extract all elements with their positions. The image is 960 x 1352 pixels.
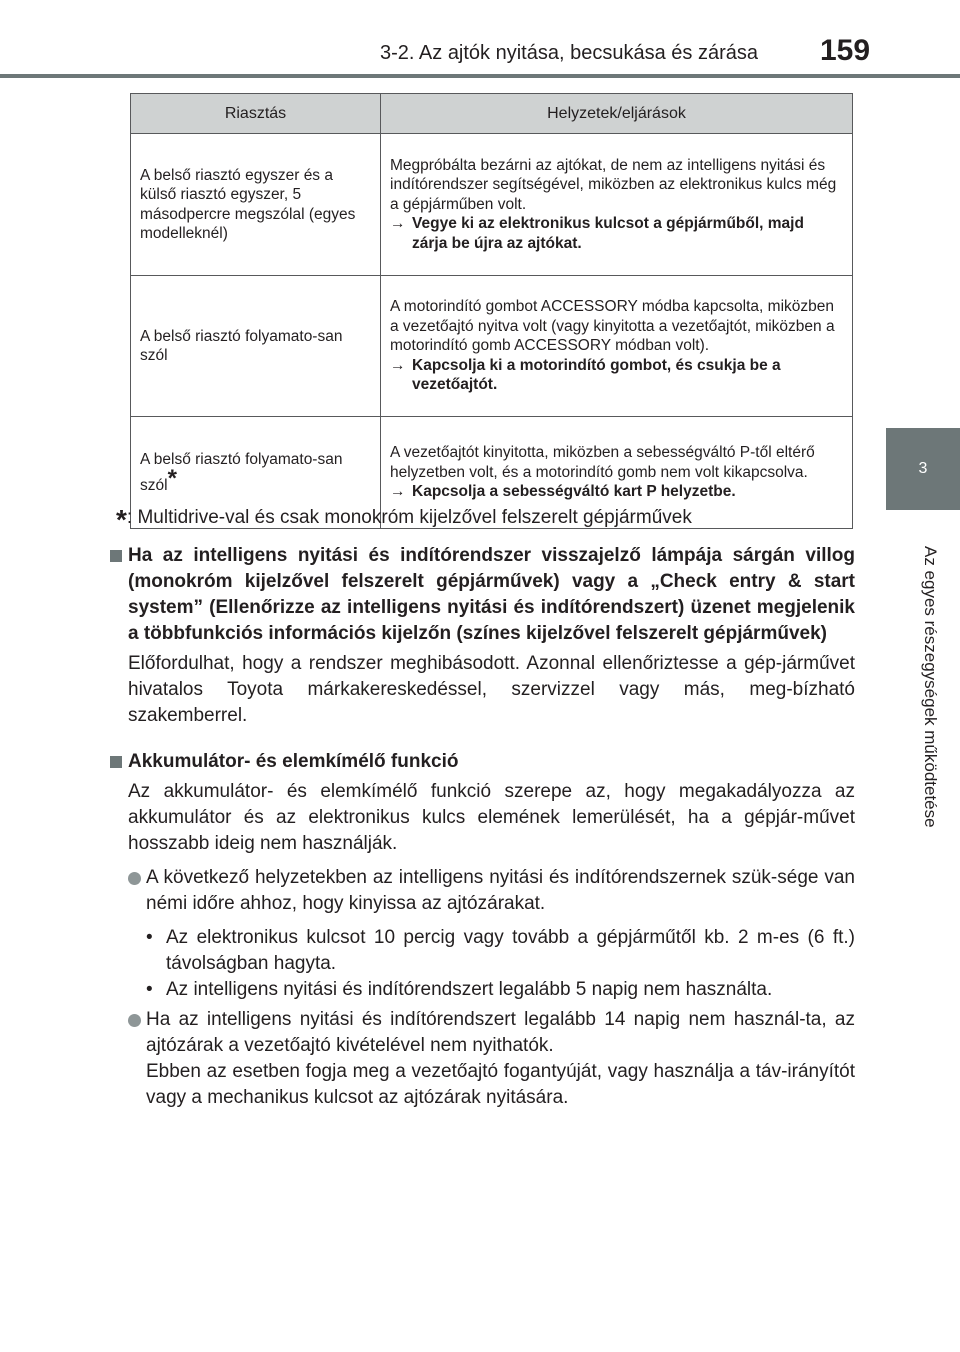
table-header-row [131, 94, 853, 134]
section-indicator-warning [110, 543, 855, 729]
list-item [128, 865, 855, 917]
alarm-table [130, 93, 853, 529]
footnote-text: : Multidrive-val és csak monokróm kijelzővel felszerelt gépjárművek [126, 507, 692, 528]
footnote-marker: * [167, 465, 177, 492]
section-body: Előfordulhat, hogy a rendszer meghibásodott. Azonnal ellenőriztesse a gép-járművet hivatalos Toyota márkakereskedéssel, szervizzel vagy más, meg-bízható szakemberrel. [128, 653, 855, 726]
action-line [390, 482, 843, 502]
situation-cell [381, 276, 853, 417]
page-number: 159 [820, 34, 871, 67]
sub-list-item-text: Az intelligens nyitási és indítórendszert legalább 5 napig nem használta. [166, 979, 773, 1000]
situation-text: A motorindító gombot ACCESSORY módba kapcsolta, miközben a vezetőajtó nyitva volt (vagy kinyitotta a vezetőajtót, miközben a motorindító gomb ACCESSORY módban volt). [390, 298, 835, 355]
section-heading [110, 543, 855, 647]
arrow-icon: → [390, 483, 406, 501]
column-header-situation: Helyzetek/eljárások [381, 94, 853, 134]
section-heading-text: Akkumulátor- és elemkímélő funkció [128, 751, 459, 772]
arrow-icon: → [390, 356, 406, 374]
action-line [390, 356, 843, 395]
circle-bullet-icon [128, 1007, 146, 1111]
list-item-content [146, 1007, 855, 1111]
alarm-cell [131, 276, 381, 417]
chapter-tab [886, 428, 960, 510]
circle-bullet-icon [128, 865, 146, 917]
footnote [116, 504, 692, 536]
section-heading [110, 749, 855, 775]
sub-list-item [146, 925, 855, 977]
list-item [128, 1007, 855, 1111]
chapter-number: 3 [918, 460, 928, 477]
table-row [131, 134, 853, 276]
action-text: Kapcsolja ki a motorindító gombot, és csukja be a vezetőajtót. [412, 356, 781, 394]
sub-list-item-text: Az elektronikus kulcsot 10 percig vagy tovább a gépjárműtől kb. 2 m-es (6 ft.) távolságban hagyta. [166, 927, 855, 974]
list-item-text: Ha az intelligens nyitási és indítórendszert legalább 14 napig nem használ-ta, az ajtózárak a vezetőajtó kivételével nem nyithatók. [146, 1009, 855, 1056]
page-header-title: 3-2. Az ajtók nyitása, becsukása és zárása [380, 42, 758, 64]
list-item-text: A következő helyzetekben az intelligens nyitási és indítórendszernek szük-sége van némi időre ahhoz, hogy kinyissa az ajtózárakat. [146, 867, 855, 914]
sub-list-item [146, 977, 855, 1003]
situation-cell [381, 134, 853, 276]
alarm-text: A belső riasztó folyamato-san szól [140, 450, 343, 494]
action-text: Kapcsolja a sebességváltó kart P helyzetbe. [412, 483, 736, 501]
alarm-text: A belső riasztó folyamato-san szól [140, 327, 343, 364]
header-divider [0, 74, 960, 78]
table-row [131, 276, 853, 417]
arrow-icon: → [390, 215, 406, 233]
dot-bullet-icon: • [146, 927, 153, 948]
section-body: Az akkumulátor- és elemkímélő funkció szerepe az, hogy megakadályozza az akkumulátor és az elektronikus kulcs elemének lemerülését, ha a gépjár-művet hosszabb ideig nem használják. [128, 781, 855, 854]
square-bullet-icon [110, 550, 128, 562]
footnote-star: * [116, 504, 127, 535]
situation-text: A vezetőajtót kinyitotta, miközben a sebességváltó P-től eltérő helyzetben volt, és a motorindító gomb nem volt kikapcsolva. [390, 444, 815, 481]
action-text: Vegye ki az elektronikus kulcsot a gépjárműből, majd zárja be újra az ajtókat. [412, 215, 804, 252]
action-line [390, 214, 843, 253]
section-heading-text: Ha az intelligens nyitási és indítórendszer visszajelző lámpája sárgán villog (monokróm kijelzővel felszerelt gépjárművek) vagy a „Check entry & start system” (Ellenőrizze az intelligens nyitási és indítórendszert) üzenet megjelenik a többfunkciós információs kijelzőn (színes kijelzővel felszerelt gépjárművek) [128, 545, 855, 644]
alarm-cell [131, 134, 381, 276]
dot-bullet-icon: • [146, 979, 153, 1000]
chapter-title: Az egyes részegységek működtetése [921, 546, 940, 828]
square-bullet-icon [110, 756, 128, 768]
list-item-extra: Ebben az esetben fogja meg a vezetőajtó fogantyúját, vagy használja a táv-irányítót vagy a mechanikus kulcsot az ajtózárak nyitására. [146, 1061, 855, 1108]
section-battery-saver [110, 749, 855, 1111]
alarm-text: A belső riasztó egyszer és a külső riasztó egyszer, 5 másodpercre megszólal (egyes modelleknél) [140, 166, 356, 242]
situation-text: Megpróbálta bezárni az ajtókat, de nem az intelligens nyitási és indítórendszer segítségével, miközben az elektronikus kulcs még a gépjárműben volt. [390, 156, 837, 213]
column-header-alarm: Riasztás [131, 94, 381, 134]
